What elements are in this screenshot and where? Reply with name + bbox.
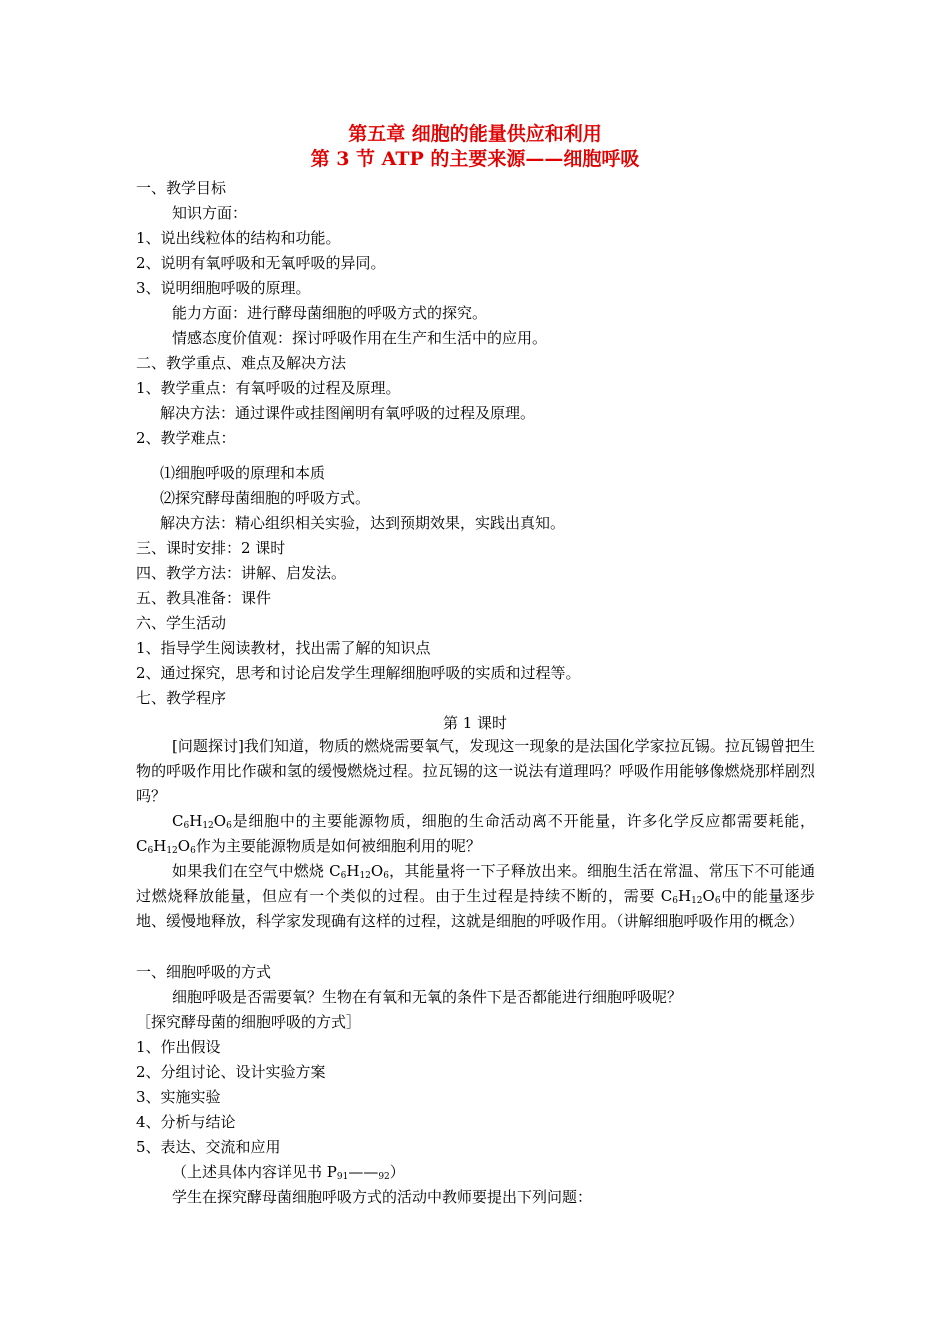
key-point: 1、教学重点：有氧呼吸的过程及原理。 [136, 379, 401, 397]
solution-method: 解决方法：通过课件或挂图阐明有氧呼吸的过程及原理。 [160, 404, 536, 422]
teacher-questions-intro: 学生在探究酵母菌细胞呼吸方式的活动中教师要提出下列问题： [172, 1188, 593, 1206]
formula-glucose: $C_6H_{12}O_6$ [329, 862, 389, 881]
heading-teaching-goals: 一、教学目标 [136, 179, 227, 197]
activity-item: 1、指导学生阅读教材，找出需了解的知识点 [136, 639, 431, 657]
chapter-title: 第五章 细胞的能量供应和利用 [348, 123, 602, 145]
step-item: 1、作出假设 [136, 1038, 221, 1056]
question-line: 细胞呼吸是否需要氧？生物在有氧和无氧的条件下是否都能进行细胞呼吸呢？ [172, 988, 683, 1006]
paragraph-glucose: $C_6H_{12}O_6$是细胞中的主要能源物质，细胞的生命活动离不开能量，许多化学反应都需要耗能，$C_6H_{12}O_6$作为主要能源物质是如何被细胞利用的呢？ [136, 812, 815, 856]
goal-item: 2、说明有氧呼吸和无氧呼吸的异同。 [136, 254, 386, 272]
heading-materials: 五、教具准备：课件 [136, 589, 272, 607]
goal-item: 3、说明细胞呼吸的原理。 [136, 279, 311, 297]
inquiry-heading: ［探究酵母菌的细胞呼吸的方式］ [136, 1013, 362, 1031]
formula-glucose: $C_6H_{12}O_6$ [172, 812, 232, 831]
formula-glucose: $C_6H_{12}O_6$ [136, 837, 196, 856]
paragraph-combustion: 如果我们在空气中燃烧 $C_6H_{12}O_6$，其能量将一下子释放出来。细胞生活在常温、常压下不可能通过燃烧释放能量，但应有一个类似的过程。由于生过程是持续不断的，需要 $C_6H_{12}O_6$中的能量逐步地、缓慢地释放，科学家发现确有这样的过程，这就是细胞的呼吸作用。（讲解细胞呼吸作用的概念） [136, 862, 815, 930]
formula-glucose: $C_6H_{12}O_6$ [660, 887, 721, 906]
paragraph-problem-discussion: [问题探讨]我们知道，物质的燃烧需要氧气，发现这一现象的是法国化学家拉瓦锡。拉瓦锡曾把生物的呼吸作用比作碳和氢的缓慢燃烧过程。拉瓦锡的这一说法有道理吗？呼吸作用能够像燃烧那样剧烈吗？ [136, 737, 815, 805]
heading-key-points: 二、教学重点、难点及解决方法 [136, 354, 347, 372]
step-item: 3、实施实验 [136, 1088, 221, 1106]
solution-method: 解决方法：精心组织相关实验，达到预期效果，实践出真知。 [160, 514, 566, 532]
lesson-1-heading: 第 1 课时 [442, 714, 508, 732]
heading-methods: 四、教学方法：讲解、启发法。 [136, 564, 347, 582]
knowledge-label: 知识方面： [172, 204, 248, 222]
attitude-goal: 情感态度价值观：探讨呼吸作用在生产和生活中的应用。 [172, 329, 548, 347]
step-item: 4、分析与结论 [136, 1113, 236, 1131]
difficulty-label: 2、教学难点： [136, 429, 236, 447]
step-item: 2、分组讨论、设计实验方案 [136, 1063, 326, 1081]
heading-schedule: 三、课时安排：2 课时 [136, 539, 286, 557]
book-reference: （上述具体内容详见书 $P_{91}——_{92}$） [172, 1163, 405, 1182]
goal-item: 1、说出线粒体的结构和功能。 [136, 229, 341, 247]
difficulty-item: ⑴细胞呼吸的原理和本质 [160, 464, 326, 482]
ability-goal: 能力方面：进行酵母菌细胞的呼吸方式的探究。 [172, 304, 488, 322]
step-item: 5、表达、交流和应用 [136, 1138, 281, 1156]
heading-student-activities: 六、学生活动 [136, 614, 227, 632]
section-title: 第 3 节 ATP 的主要来源——细胞呼吸 [310, 148, 640, 170]
activity-item: 2、通过探究，思考和讨论启发学生理解细胞呼吸的实质和过程等。 [136, 664, 581, 682]
heading-procedure: 七、教学程序 [136, 689, 227, 707]
difficulty-item: ⑵探究酵母菌细胞的呼吸方式。 [160, 489, 371, 507]
heading-respiration-mode: 一、细胞呼吸的方式 [136, 963, 272, 981]
